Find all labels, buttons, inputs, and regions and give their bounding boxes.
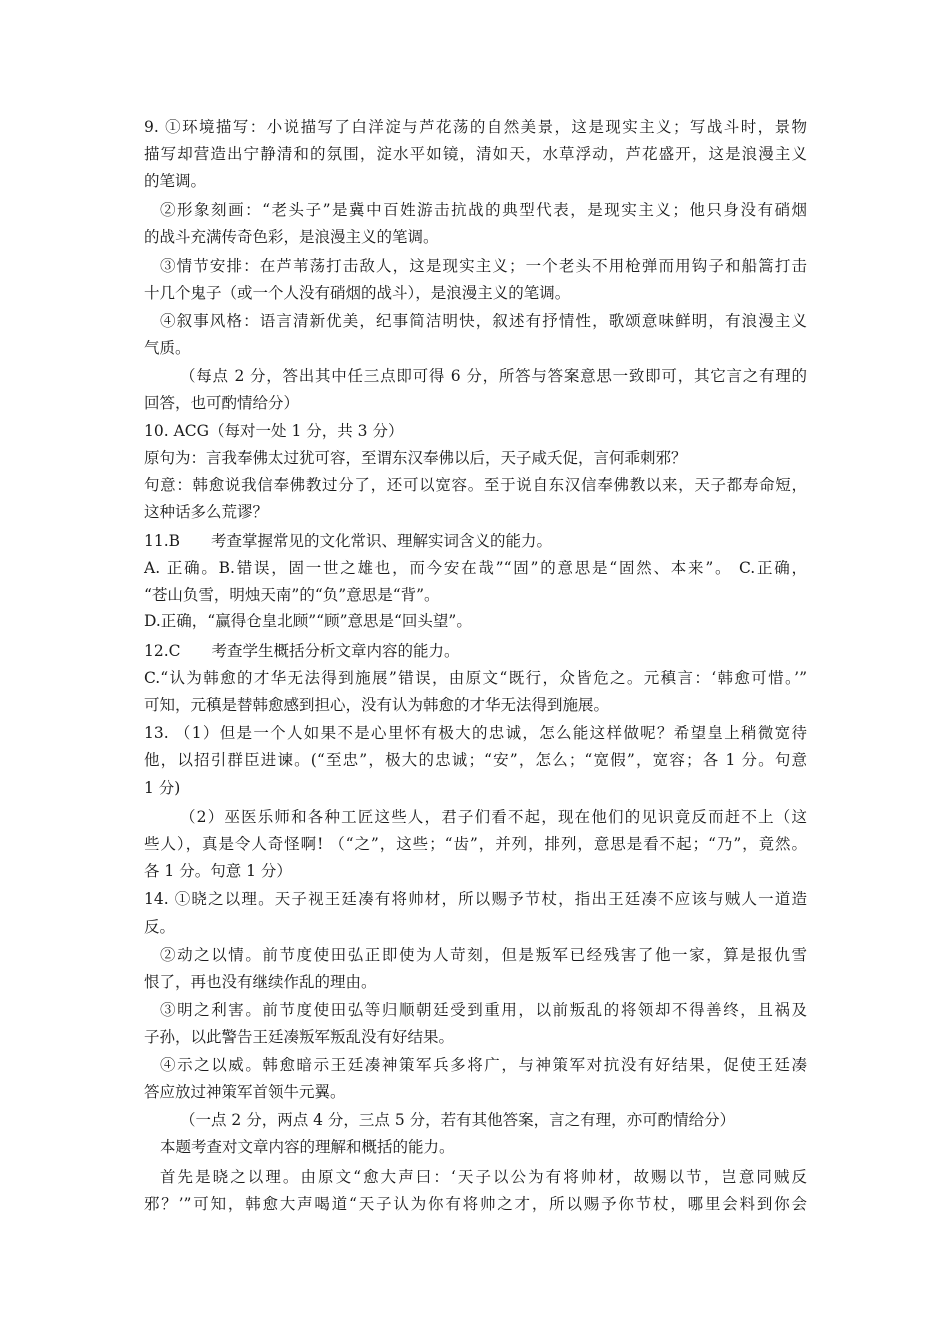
text-line: 12.C 考查学生概括分析文章内容的能力。 — [144, 642, 460, 660]
text-line: 1 分) — [144, 779, 181, 797]
text-line: 9. ①环境描写：小说描写了白洋淀与芦花荡的自然美景，这是现实主义；写战斗时，景物 — [144, 118, 807, 136]
text-line: 本题考查对文章内容的理解和概括的能力。 — [160, 1138, 455, 1156]
text-line: “苍山负雪，明烛天南”的“负”意思是“背”。 — [144, 586, 440, 604]
text-line: 些人），真是令人奇怪啊! （“之”，这些；“齿”，并列，排列，意思是看不起；“乃”，竟然。 — [144, 835, 807, 853]
text-line: 描写却营造出宁静清和的氛围，淀水平如镜，清如天，水草浮动，芦花盛开，这是浪漫主义 — [144, 145, 807, 163]
text-line: （一点 2 分，两点 4 分，三点 5 分，若有其他答案，言之有理，亦可酌情给分） — [180, 1111, 736, 1129]
text-line: 11.B 考查掌握常见的文化常识、理解实词含义的能力。 — [144, 532, 553, 550]
text-line: 13. （1）但是一个人如果不是心里怀有极大的忠诚，怎么能这样做呢？希望皇上稍微宽待 — [144, 724, 807, 742]
text-line: ②动之以情。前节度使田弘正即使为人苛刻，但是叛军已经残害了他一家，算是报仇雪 — [160, 946, 807, 964]
text-line: ④叙事风格：语言清新优美，纪事简洁明快，叙述有抒情性，歌颂意味鲜明，有浪漫主义 — [160, 312, 807, 330]
text-line: C.“认为韩愈的才华无法得到施展”错误，由原文“既行，众皆危之。元稹言：‘韩愈可惜。’” — [144, 669, 807, 687]
text-line: 10. ACG（每对一处 1 分，共 3 分） — [144, 422, 404, 440]
text-line: （每点 2 分，答出其中任三点即可得 6 分，所答与答案意思一致即可，其它言之有理的 — [180, 367, 807, 385]
text-line: 各 1 分。句意 1 分） — [144, 862, 292, 880]
text-line: 十几个鬼子（或一个人没有硝烟的战斗），是浪漫主义的笔调。 — [144, 284, 571, 302]
text-line: A. 正确。B.错误，固一世之雄也，而今安在哉”“固”的意思是“固然、本来”。 C.正确， — [144, 559, 807, 577]
text-line: 回答，也可酌情给分） — [144, 394, 300, 412]
text-line: 反。 — [144, 918, 176, 936]
text-line: ②形象刻画：“老头子”是冀中百姓游击抗战的典型代表，是现实主义；他只身没有硝烟 — [160, 201, 807, 219]
text-line: 这种话多么荒谬？ — [144, 503, 269, 521]
text-line: 可知，元稹是替韩愈感到担心，没有认为韩愈的才华无法得到施展。 — [144, 696, 610, 714]
text-line: 气质。 — [144, 339, 191, 357]
text-line: 的笔调。 — [144, 172, 207, 190]
text-line: （2）巫医乐师和各种工匠这些人，君子们看不起，现在他们的见识竟反而赶不上（这 — [180, 808, 807, 826]
text-line: 的战斗充满传奇色彩，是浪漫主义的笔调。 — [144, 228, 439, 246]
text-line: 邪？’”可知，韩愈大声喝道“天子认为你有将帅之才，所以赐予你节杖，哪里会料到你会 — [144, 1195, 807, 1213]
text-line: 恨了，再也没有继续作乱的理由。 — [144, 973, 377, 991]
text-line: ③情节安排：在芦苇荡打击敌人，这是现实主义；一个老头不用枪弹而用钩子和船篙打击 — [160, 257, 807, 275]
text-line: 子孙，以此警告王廷凑叛军叛乱没有好结果。 — [144, 1028, 455, 1046]
text-line: D.正确，“赢得仓皇北顾”“顾”意思是“回头望”。 — [144, 612, 472, 630]
text-line: 14. ①晓之以理。天子视王廷凑有将帅材，所以赐予节杖，指出王廷凑不应该与贼人一道造 — [144, 890, 807, 908]
text-line: 他，以招引群臣进谏。(“至忠”，极大的忠诚；“安”，怎么；“宽假”，宽容；各 1 分。句意 — [144, 751, 807, 769]
text-line: 句意：韩愈说我信奉佛教过分了，还可以宽容。至于说自东汉信奉佛教以来，天子都寿命短， — [144, 476, 807, 494]
text-line: ③明之利害。前节度使田弘等归顺朝廷受到重用，以前叛乱的将领却不得善终，且祸及 — [160, 1001, 807, 1019]
text-line: 首先是晓之以理。由原文“愈大声曰：‘天子以公为有将帅材，故赐以节，岂意同贼反 — [160, 1168, 807, 1186]
text-line: 答应放过神策军首领牛元翼。 — [144, 1083, 346, 1101]
text-line: ④示之以威。韩愈暗示王廷凑神策军兵多将广，与神策军对抗没有好结果，促使王廷凑 — [160, 1056, 807, 1074]
text-line: 原句为：言我奉佛太过犹可容，至谓东汉奉佛以后，天子咸夭促，言何乖刺邪？ — [144, 449, 687, 467]
